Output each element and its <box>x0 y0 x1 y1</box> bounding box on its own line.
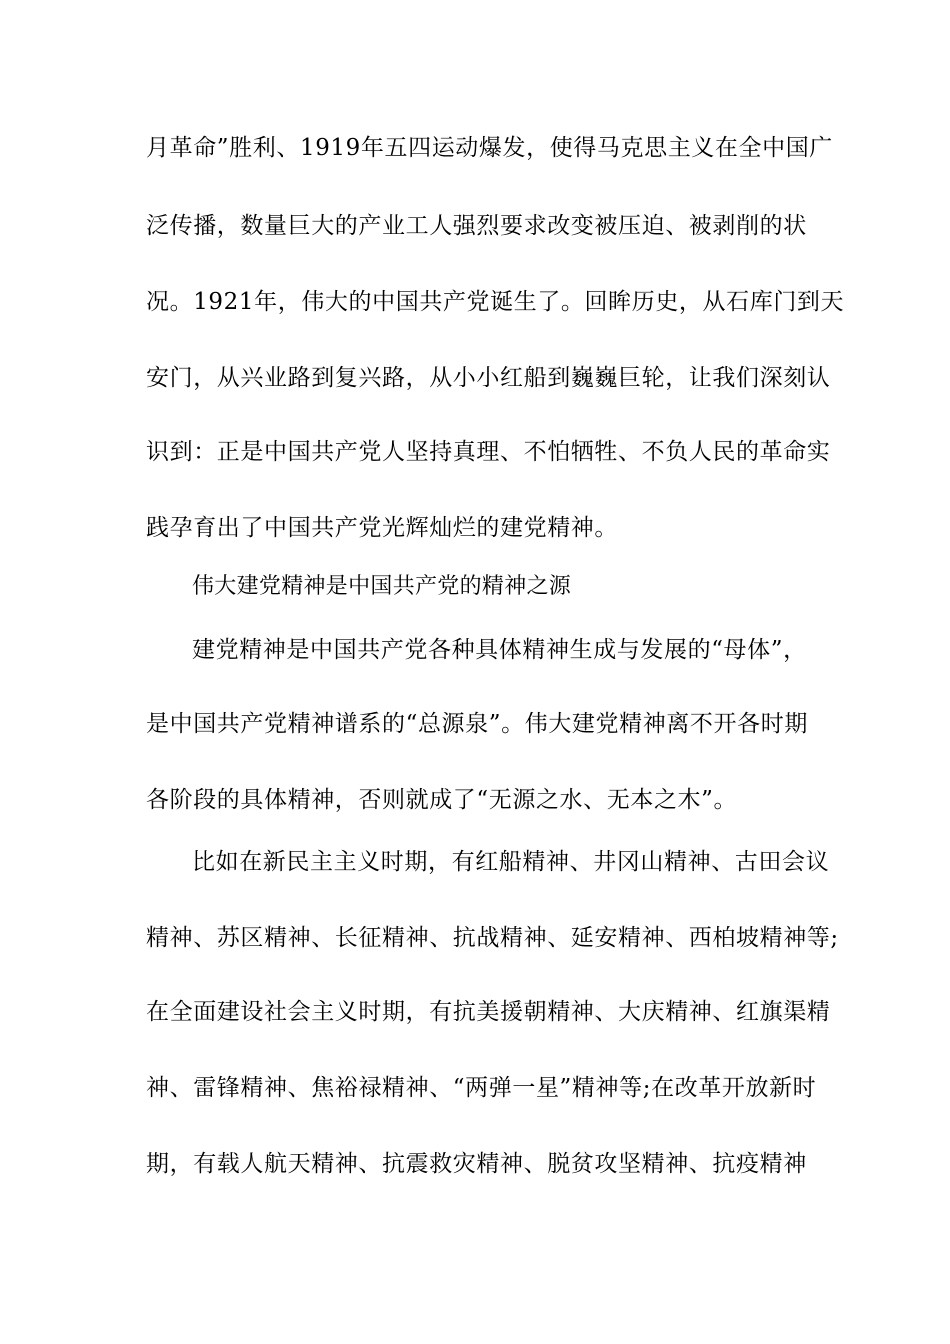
section-heading: 伟大建党精神是中国共产党的精神之源 <box>192 574 572 599</box>
text-line-4: 安门，从兴业路到复兴路，从小小红船到巍巍巨轮，让我们深刻认 <box>146 365 831 391</box>
text-line-6: 践孕育出了中国共产党光辉灿烂的建党精神。 <box>146 515 618 541</box>
text-line-10: 各阶段的具体精神，否则就成了“无源之水、无本之木”。 <box>146 787 738 813</box>
text-line-3: 况。1921年，伟大的中国共产党诞生了。回眸历史，从石库门到天 <box>146 289 845 315</box>
text-line-5: 识到：正是中国共产党人坚持真理、不怕牺牲、不负人民的革命实 <box>146 439 831 465</box>
text-line-1: 月革命”胜利、1919年五四运动爆发，使得马克思主义在全中国广 <box>146 135 833 161</box>
text-line-13: 在全面建设社会主义时期，有抗美援朝精神、大庆精神、红旗渠精 <box>146 999 831 1025</box>
text-line-14: 神、雷锋精神、焦裕禄精神、“两弹一星”精神等;在改革开放新时 <box>146 1075 817 1101</box>
text-line-12: 精神、苏区精神、长征精神、抗战精神、延安精神、西柏坡精神等; <box>146 925 839 951</box>
text-line-8: 建党精神是中国共产党各种具体精神生成与发展的“母体”， <box>192 637 807 663</box>
text-line-11: 比如在新民主主义时期，有红船精神、井冈山精神、古田会议 <box>192 849 830 875</box>
text-line-2: 泛传播，数量巨大的产业工人强烈要求改变被压迫、被剥削的状 <box>146 213 807 239</box>
text-line-15: 期，有载人航天精神、抗震救灾精神、脱贫攻坚精神、抗疫精神 <box>146 1151 807 1177</box>
text-line-9: 是中国共产党精神谱系的“总源泉”。伟大建党精神离不开各时期 <box>146 711 808 737</box>
